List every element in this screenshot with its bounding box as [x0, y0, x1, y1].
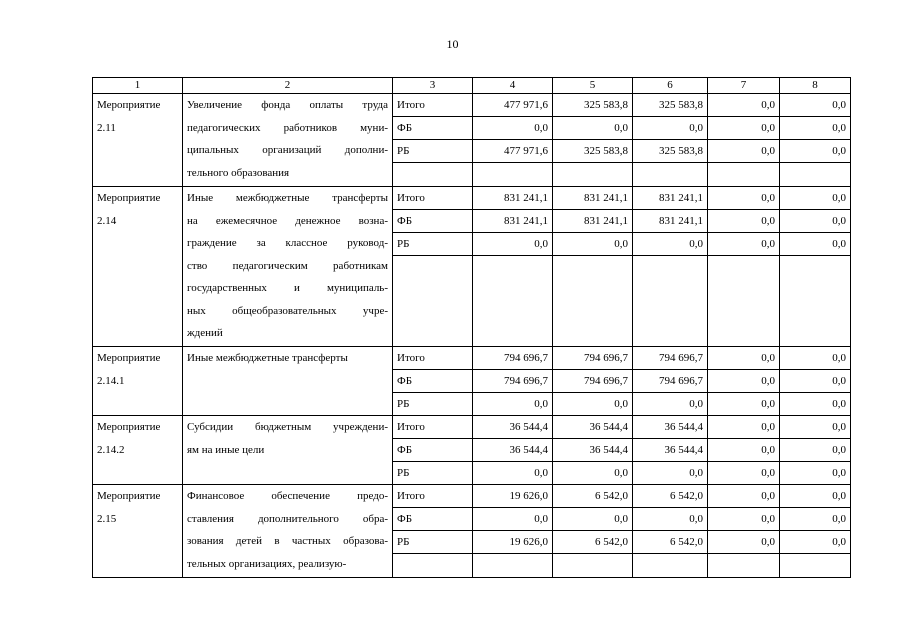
- value-cell-col5: 794 696,7: [553, 370, 633, 393]
- column-header: 6: [633, 78, 708, 94]
- activity-name-line: граждение за классное руковод-: [187, 237, 388, 249]
- value-cell-col7: 0,0: [708, 462, 780, 485]
- activity-name-line: тельных организациях, реализую-: [187, 557, 347, 570]
- funding-source-cell: РБ: [393, 393, 473, 416]
- value-cell-col5: 325 583,8: [553, 140, 633, 163]
- empty-cell: [553, 554, 633, 578]
- activity-code-line: Мероприятие: [97, 352, 161, 364]
- value-cell-col6: 0,0: [633, 393, 708, 416]
- value-cell-col7: 0,0: [708, 393, 780, 416]
- activity-name-cell: [183, 485, 393, 578]
- funding-source-cell: РБ: [393, 140, 473, 163]
- value-cell-col7: 0,0: [708, 117, 780, 140]
- value-cell-col4: 831 241,1: [473, 187, 553, 210]
- value-cell-col6: 325 583,8: [633, 140, 708, 163]
- value-cell-col7: 0,0: [708, 508, 780, 531]
- value-cell-col7: 0,0: [708, 485, 780, 508]
- value-cell-col7: 0,0: [708, 140, 780, 163]
- value-cell-col8: 0,0: [780, 416, 851, 439]
- empty-cell: [633, 256, 708, 347]
- value-cell-col7: 0,0: [708, 94, 780, 117]
- value-cell-col5: 0,0: [553, 508, 633, 531]
- empty-cell: [633, 163, 708, 187]
- value-cell-col7: 0,0: [708, 416, 780, 439]
- activity-code-line: 2.15: [97, 512, 117, 525]
- activity-code-cell: [93, 187, 183, 347]
- value-cell-col5: 6 542,0: [553, 531, 633, 554]
- table-row: [93, 94, 851, 117]
- value-cell-col6: 0,0: [633, 117, 708, 140]
- value-cell-col8: 0,0: [780, 94, 851, 117]
- value-cell-col8: 0,0: [780, 140, 851, 163]
- value-cell-col6: 831 241,1: [633, 210, 708, 233]
- value-cell-col7: 0,0: [708, 187, 780, 210]
- funding-source-cell: Итого: [393, 94, 473, 117]
- column-header: 2: [183, 78, 393, 94]
- activity-name-line: зования детей в частных образова-: [187, 535, 388, 547]
- value-cell-col8: 0,0: [780, 117, 851, 140]
- value-cell-col6: 0,0: [633, 508, 708, 531]
- activity-code-line: 2.14.1: [97, 374, 125, 387]
- empty-cell: [473, 554, 553, 578]
- empty-cell: [473, 256, 553, 347]
- value-cell-col6: 831 241,1: [633, 187, 708, 210]
- funding-source-cell: Итого: [393, 485, 473, 508]
- budget-table: [92, 77, 851, 578]
- funding-source-cell: ФБ: [393, 370, 473, 393]
- column-header: 3: [393, 78, 473, 94]
- empty-cell: [553, 163, 633, 187]
- column-header: 8: [780, 78, 851, 94]
- value-cell-col5: 0,0: [553, 117, 633, 140]
- value-cell-col7: 0,0: [708, 233, 780, 256]
- funding-source-cell: РБ: [393, 462, 473, 485]
- value-cell-col6: 36 544,4: [633, 439, 708, 462]
- empty-cell: [393, 163, 473, 187]
- activity-name-cell: [183, 416, 393, 485]
- activity-code-cell: [93, 485, 183, 578]
- activity-code-line: Мероприятие: [97, 192, 161, 204]
- activity-code-line: 2.11: [97, 121, 116, 134]
- activity-name-line: на ежемесячное денежное возна-: [187, 214, 388, 227]
- activity-name-line: Финансовое обеспечение предо-: [187, 490, 388, 502]
- empty-cell: [780, 163, 851, 187]
- value-cell-col8: 0,0: [780, 462, 851, 485]
- value-cell-col5: 831 241,1: [553, 187, 633, 210]
- activity-name-line: тельного образования: [187, 166, 290, 179]
- value-cell-col7: 0,0: [708, 210, 780, 233]
- value-cell-col4: 0,0: [473, 117, 553, 140]
- value-cell-col6: 325 583,8: [633, 94, 708, 117]
- funding-source-cell: РБ: [393, 531, 473, 554]
- activity-name-line: государственных и муниципаль-: [187, 282, 388, 294]
- funding-source-cell: Итого: [393, 347, 473, 370]
- activity-name-cell: [183, 187, 393, 347]
- activity-code-cell: [93, 94, 183, 187]
- value-cell-col4: 0,0: [473, 393, 553, 416]
- empty-cell: [708, 256, 780, 347]
- value-cell-col4: 19 626,0: [473, 531, 553, 554]
- activity-code-line: Мероприятие: [97, 99, 161, 111]
- value-cell-col4: 0,0: [473, 233, 553, 256]
- value-cell-col4: 477 971,6: [473, 94, 553, 117]
- value-cell-col8: 0,0: [780, 210, 851, 233]
- table-row: [93, 416, 851, 439]
- funding-source-cell: Итого: [393, 416, 473, 439]
- value-cell-col8: 0,0: [780, 187, 851, 210]
- empty-cell: [708, 554, 780, 578]
- activity-code-cell: [93, 416, 183, 485]
- activity-name-line: Увеличение фонда оплаты труда: [187, 99, 388, 111]
- value-cell-col5: 0,0: [553, 393, 633, 416]
- empty-cell: [780, 256, 851, 347]
- value-cell-col7: 0,0: [708, 370, 780, 393]
- funding-source-cell: ФБ: [393, 439, 473, 462]
- value-cell-col6: 794 696,7: [633, 370, 708, 393]
- value-cell-col5: 325 583,8: [553, 94, 633, 117]
- funding-source-cell: РБ: [393, 233, 473, 256]
- value-cell-col4: 0,0: [473, 508, 553, 531]
- activity-name-line: Субсидии бюджетным учреждени-: [187, 421, 388, 433]
- value-cell-col6: 0,0: [633, 233, 708, 256]
- activity-name-line: ждений: [187, 327, 223, 339]
- empty-cell: [780, 554, 851, 578]
- funding-source-cell: ФБ: [393, 210, 473, 233]
- table-row: [93, 187, 851, 210]
- activity-name-line: Иные межбюджетные трансферты: [187, 352, 348, 364]
- value-cell-col6: 6 542,0: [633, 531, 708, 554]
- funding-source-cell: Итого: [393, 187, 473, 210]
- value-cell-col8: 0,0: [780, 508, 851, 531]
- value-cell-col5: 831 241,1: [553, 210, 633, 233]
- activity-code-line: Мероприятие: [97, 421, 161, 433]
- page-number: 10: [446, 37, 459, 51]
- value-cell-col8: 0,0: [780, 370, 851, 393]
- empty-cell: [473, 163, 553, 187]
- activity-code-cell: [93, 347, 183, 416]
- empty-cell: [393, 256, 473, 347]
- value-cell-col5: 36 544,4: [553, 439, 633, 462]
- value-cell-col5: 794 696,7: [553, 347, 633, 370]
- value-cell-col5: 0,0: [553, 233, 633, 256]
- empty-cell: [553, 256, 633, 347]
- activity-name-line: ям на иные цели: [187, 443, 265, 456]
- activity-name-line: ных общеобразовательных учре-: [187, 304, 388, 317]
- value-cell-col4: 477 971,6: [473, 140, 553, 163]
- activity-name-line: ципальных организаций дополни-: [187, 144, 388, 156]
- activity-name-line: ставления дополнительного обра-: [187, 512, 388, 525]
- table-header-row: [93, 78, 851, 94]
- value-cell-col7: 0,0: [708, 531, 780, 554]
- value-cell-col7: 0,0: [708, 439, 780, 462]
- column-header: 7: [708, 78, 780, 94]
- value-cell-col7: 0,0: [708, 347, 780, 370]
- activity-code-line: Мероприятие: [97, 490, 161, 502]
- activity-name-line: Иные межбюджетные трансферты: [187, 192, 388, 204]
- value-cell-col4: 794 696,7: [473, 370, 553, 393]
- empty-cell: [708, 163, 780, 187]
- table-body: [93, 78, 851, 578]
- value-cell-col6: 6 542,0: [633, 485, 708, 508]
- table-row: [93, 485, 851, 508]
- column-header: 5: [553, 78, 633, 94]
- column-header: 4: [473, 78, 553, 94]
- value-cell-col4: 0,0: [473, 462, 553, 485]
- value-cell-col5: 0,0: [553, 462, 633, 485]
- value-cell-col4: 36 544,4: [473, 416, 553, 439]
- value-cell-col4: 831 241,1: [473, 210, 553, 233]
- activity-code-line: 2.14: [97, 214, 117, 227]
- activity-name-line: педагогических работников муни-: [187, 121, 388, 134]
- table-row: [93, 347, 851, 370]
- funding-source-cell: ФБ: [393, 508, 473, 531]
- value-cell-col4: 19 626,0: [473, 485, 553, 508]
- value-cell-col4: 36 544,4: [473, 439, 553, 462]
- value-cell-col8: 0,0: [780, 531, 851, 554]
- value-cell-col8: 0,0: [780, 393, 851, 416]
- funding-source-cell: ФБ: [393, 117, 473, 140]
- activity-name-cell: [183, 94, 393, 187]
- empty-cell: [393, 554, 473, 578]
- column-header: 1: [93, 78, 183, 94]
- value-cell-col6: 36 544,4: [633, 416, 708, 439]
- value-cell-col5: 36 544,4: [553, 416, 633, 439]
- activity-name-line: ство педагогическим работникам: [187, 259, 388, 272]
- empty-cell: [633, 554, 708, 578]
- value-cell-col8: 0,0: [780, 233, 851, 256]
- value-cell-col4: 794 696,7: [473, 347, 553, 370]
- value-cell-col6: 0,0: [633, 462, 708, 485]
- value-cell-col6: 794 696,7: [633, 347, 708, 370]
- activity-name-cell: [183, 347, 393, 416]
- value-cell-col8: 0,0: [780, 485, 851, 508]
- value-cell-col8: 0,0: [780, 347, 851, 370]
- value-cell-col8: 0,0: [780, 439, 851, 462]
- activity-code-line: 2.14.2: [97, 443, 125, 456]
- value-cell-col5: 6 542,0: [553, 485, 633, 508]
